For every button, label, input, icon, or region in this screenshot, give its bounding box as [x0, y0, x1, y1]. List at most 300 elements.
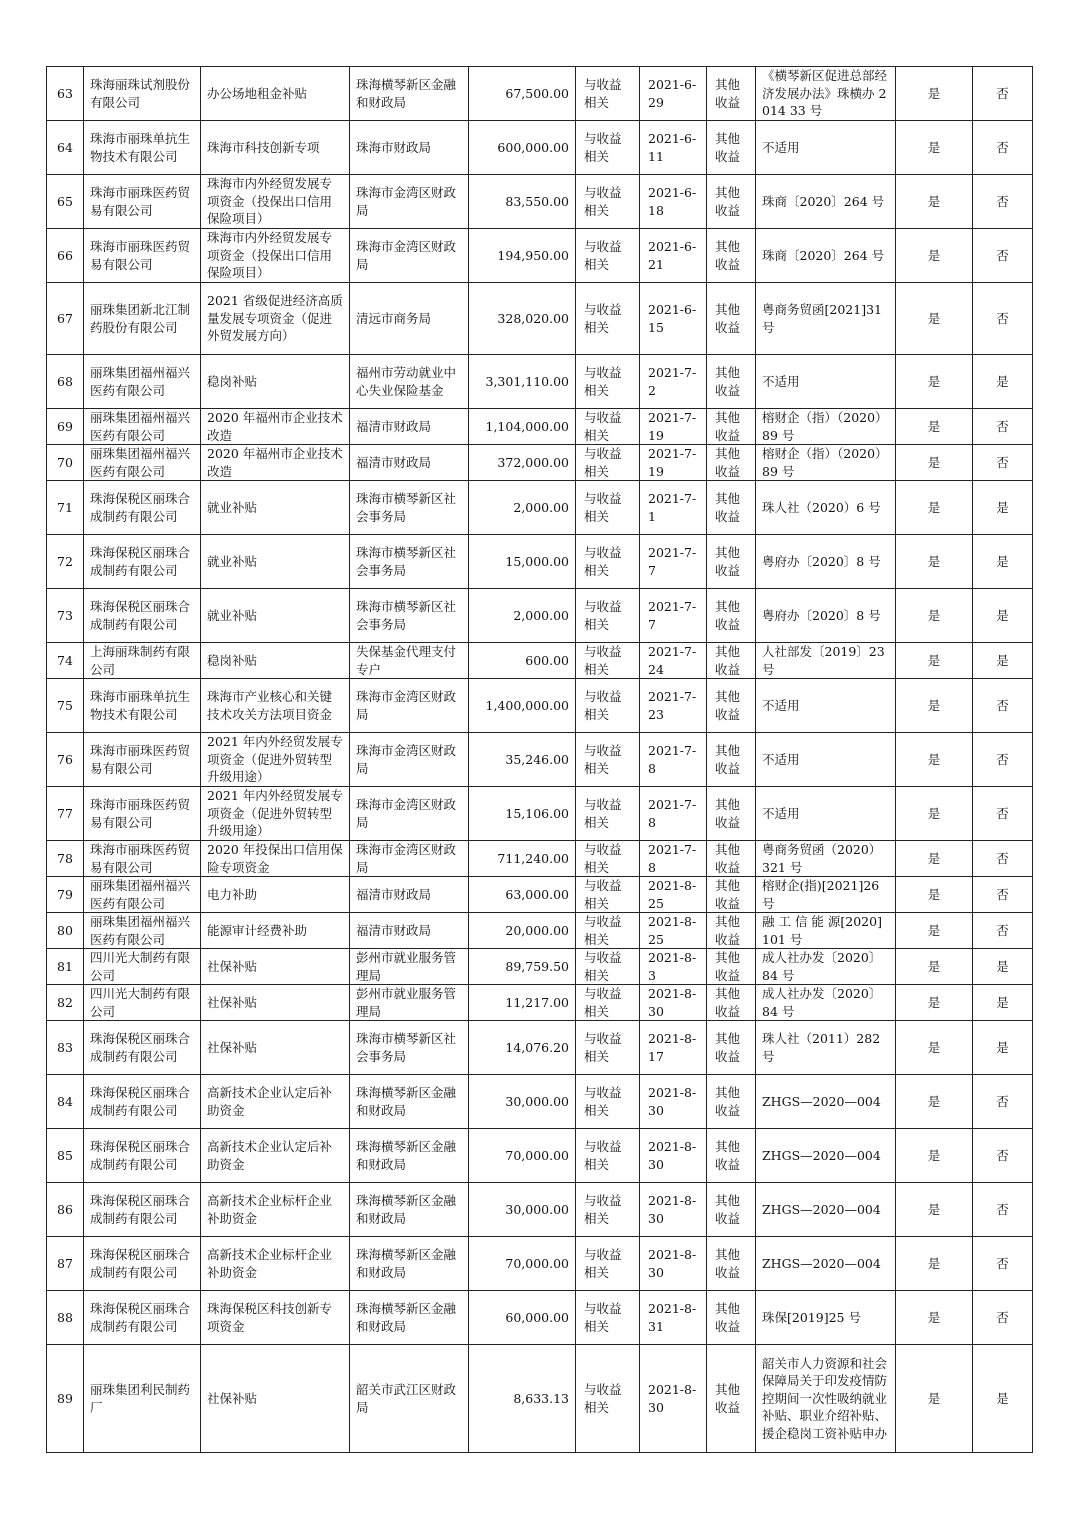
- date-cell: 2021-8-30: [640, 1345, 707, 1453]
- basis-document-cell: 粤府办〔2020〕8 号: [756, 535, 896, 589]
- recurring-flag-cell: 是: [896, 1183, 973, 1237]
- special-flag-cell: 否: [973, 1075, 1033, 1129]
- row-number-cell: 75: [47, 679, 84, 733]
- amount-cell: 1,400,000.00: [469, 679, 576, 733]
- account-item-cell: 其他收益: [707, 409, 756, 445]
- row-number-cell: 77: [47, 787, 84, 841]
- date-cell: 2021-6-18: [640, 175, 707, 229]
- account-item-cell: 其他收益: [707, 121, 756, 175]
- table-row: [47, 589, 1033, 643]
- project-name-cell: 就业补贴: [201, 589, 350, 643]
- subsidy-type-cell: 与收益相关: [576, 1129, 640, 1183]
- row-number-cell: 69: [47, 409, 84, 445]
- special-flag-cell: 是: [973, 535, 1033, 589]
- company-name-cell: 珠海保税区丽珠合成制药有限公司: [84, 1237, 201, 1291]
- date-cell: 2021-7-19: [640, 409, 707, 445]
- table-row: [47, 1075, 1033, 1129]
- payer-name-cell: 福清市财政局: [350, 445, 469, 481]
- account-item-cell: 其他收益: [707, 481, 756, 535]
- amount-cell: 11,217.00: [469, 985, 576, 1021]
- company-name-cell: 珠海保税区丽珠合成制药有限公司: [84, 1183, 201, 1237]
- company-name-cell: 珠海市丽珠单抗生物技术有限公司: [84, 121, 201, 175]
- amount-cell: 14,076.20: [469, 1021, 576, 1075]
- project-name-cell: 能源审计经费补助: [201, 913, 350, 949]
- special-flag-cell: 是: [973, 355, 1033, 409]
- company-name-cell: 丽珠集团福州福兴医药有限公司: [84, 355, 201, 409]
- recurring-flag-cell: 是: [896, 283, 973, 355]
- date-cell: 2021-8-25: [640, 913, 707, 949]
- subsidy-type-cell: 与收益相关: [576, 643, 640, 679]
- date-cell: 2021-7-7: [640, 589, 707, 643]
- project-name-cell: 2021 年内外经贸发展专项资金（促进外贸转型升级用途）: [201, 787, 350, 841]
- table-row: [47, 445, 1033, 481]
- recurring-flag-cell: 是: [896, 535, 973, 589]
- date-cell: 2021-8-25: [640, 877, 707, 913]
- amount-cell: 35,246.00: [469, 733, 576, 787]
- row-number-cell: 83: [47, 1021, 84, 1075]
- date-cell: 2021-6-21: [640, 229, 707, 283]
- project-name-cell: 社保补贴: [201, 985, 350, 1021]
- basis-document-cell: ZHGS—2020—004: [756, 1129, 896, 1183]
- basis-document-cell: 榕财企（指）（2020）89 号: [756, 409, 896, 445]
- payer-name-cell: 福清市财政局: [350, 409, 469, 445]
- special-flag-cell: 否: [973, 409, 1033, 445]
- payer-name-cell: 彭州市就业服务管理局: [350, 985, 469, 1021]
- row-number-cell: 72: [47, 535, 84, 589]
- recurring-flag-cell: 是: [896, 229, 973, 283]
- date-cell: 2021-7-23: [640, 679, 707, 733]
- account-item-cell: 其他收益: [707, 679, 756, 733]
- date-cell: 2021-7-19: [640, 445, 707, 481]
- company-name-cell: 珠海保税区丽珠合成制药有限公司: [84, 1021, 201, 1075]
- date-cell: 2021-7-24: [640, 643, 707, 679]
- subsidy-type-cell: 与收益相关: [576, 733, 640, 787]
- basis-document-cell: 榕财企(指)[2021]26 号: [756, 877, 896, 913]
- row-number-cell: 79: [47, 877, 84, 913]
- table-row: [47, 1129, 1033, 1183]
- table-row: [47, 1183, 1033, 1237]
- special-flag-cell: 否: [973, 841, 1033, 877]
- payer-name-cell: 失保基金代理支付专户: [350, 643, 469, 679]
- recurring-flag-cell: 是: [896, 877, 973, 913]
- payer-name-cell: 珠海市金湾区财政局: [350, 733, 469, 787]
- amount-cell: 328,020.00: [469, 283, 576, 355]
- amount-cell: 600,000.00: [469, 121, 576, 175]
- recurring-flag-cell: 是: [896, 1075, 973, 1129]
- subsidy-type-cell: 与收益相关: [576, 679, 640, 733]
- recurring-flag-cell: 是: [896, 481, 973, 535]
- company-name-cell: 丽珠集团福州福兴医药有限公司: [84, 445, 201, 481]
- date-cell: 2021-6-29: [640, 67, 707, 121]
- recurring-flag-cell: 是: [896, 949, 973, 985]
- amount-cell: 89,759.50: [469, 949, 576, 985]
- payer-name-cell: 珠海横琴新区金融和财政局: [350, 1183, 469, 1237]
- account-item-cell: 其他收益: [707, 913, 756, 949]
- subsidy-type-cell: 与收益相关: [576, 355, 640, 409]
- recurring-flag-cell: 是: [896, 175, 973, 229]
- special-flag-cell: 否: [973, 445, 1033, 481]
- table-row: [47, 787, 1033, 841]
- special-flag-cell: 否: [973, 733, 1033, 787]
- date-cell: 2021-8-17: [640, 1021, 707, 1075]
- subsidy-type-cell: 与收益相关: [576, 985, 640, 1021]
- date-cell: 2021-8-30: [640, 1183, 707, 1237]
- payer-name-cell: 福州市劳动就业中心失业保险基金: [350, 355, 469, 409]
- table-row: [47, 121, 1033, 175]
- account-item-cell: 其他收益: [707, 355, 756, 409]
- account-item-cell: 其他收益: [707, 67, 756, 121]
- project-name-cell: 社保补贴: [201, 1345, 350, 1453]
- row-number-cell: 78: [47, 841, 84, 877]
- date-cell: 2021-6-15: [640, 283, 707, 355]
- date-cell: 2021-7-7: [640, 535, 707, 589]
- table-row: [47, 1345, 1033, 1453]
- special-flag-cell: 否: [973, 121, 1033, 175]
- date-cell: 2021-7-1: [640, 481, 707, 535]
- project-name-cell: 就业补贴: [201, 481, 350, 535]
- account-item-cell: 其他收益: [707, 1075, 756, 1129]
- basis-document-cell: ZHGS—2020—004: [756, 1183, 896, 1237]
- table-row: [47, 1021, 1033, 1075]
- subsidy-type-cell: 与收益相关: [576, 229, 640, 283]
- project-name-cell: 电力补助: [201, 877, 350, 913]
- row-number-cell: 89: [47, 1345, 84, 1453]
- project-name-cell: 珠海保税区科技创新专项资金: [201, 1291, 350, 1345]
- recurring-flag-cell: 是: [896, 787, 973, 841]
- company-name-cell: 丽珠集团福州福兴医药有限公司: [84, 409, 201, 445]
- table-row: [47, 535, 1033, 589]
- table-row: [47, 355, 1033, 409]
- special-flag-cell: 否: [973, 1237, 1033, 1291]
- subsidy-type-cell: 与收益相关: [576, 445, 640, 481]
- subsidy-table: [46, 66, 1033, 1453]
- project-name-cell: 高新技术企业认定后补助资金: [201, 1129, 350, 1183]
- table-row: [47, 1237, 1033, 1291]
- account-item-cell: 其他收益: [707, 175, 756, 229]
- project-name-cell: 稳岗补贴: [201, 643, 350, 679]
- date-cell: 2021-8-30: [640, 1237, 707, 1291]
- recurring-flag-cell: 是: [896, 1345, 973, 1453]
- payer-name-cell: 珠海横琴新区金融和财政局: [350, 1291, 469, 1345]
- date-cell: 2021-8-30: [640, 985, 707, 1021]
- recurring-flag-cell: 是: [896, 841, 973, 877]
- special-flag-cell: 否: [973, 679, 1033, 733]
- recurring-flag-cell: 是: [896, 1237, 973, 1291]
- account-item-cell: 其他收益: [707, 229, 756, 283]
- table-row: [47, 679, 1033, 733]
- project-name-cell: 2020 年投保出口信用保险专项资金: [201, 841, 350, 877]
- special-flag-cell: 否: [973, 787, 1033, 841]
- special-flag-cell: 否: [973, 877, 1033, 913]
- project-name-cell: 珠海市内外经贸发展专项资金（投保出口信用保险项目）: [201, 175, 350, 229]
- table-row: [47, 841, 1033, 877]
- date-cell: 2021-8-30: [640, 1075, 707, 1129]
- subsidy-type-cell: 与收益相关: [576, 121, 640, 175]
- recurring-flag-cell: 是: [896, 679, 973, 733]
- subsidy-type-cell: 与收益相关: [576, 1345, 640, 1453]
- company-name-cell: 珠海保税区丽珠合成制药有限公司: [84, 1291, 201, 1345]
- company-name-cell: 丽珠集团利民制药厂: [84, 1345, 201, 1453]
- row-number-cell: 65: [47, 175, 84, 229]
- amount-cell: 2,000.00: [469, 481, 576, 535]
- row-number-cell: 87: [47, 1237, 84, 1291]
- company-name-cell: 丽珠集团福州福兴医药有限公司: [84, 877, 201, 913]
- payer-name-cell: 珠海市财政局: [350, 121, 469, 175]
- row-number-cell: 80: [47, 913, 84, 949]
- subsidy-type-cell: 与收益相关: [576, 841, 640, 877]
- row-number-cell: 86: [47, 1183, 84, 1237]
- row-number-cell: 63: [47, 67, 84, 121]
- table-row: [47, 175, 1033, 229]
- account-item-cell: 其他收益: [707, 445, 756, 481]
- account-item-cell: 其他收益: [707, 589, 756, 643]
- amount-cell: 600.00: [469, 643, 576, 679]
- basis-document-cell: 不适用: [756, 121, 896, 175]
- company-name-cell: 珠海市丽珠医药贸易有限公司: [84, 229, 201, 283]
- company-name-cell: 珠海市丽珠医药贸易有限公司: [84, 175, 201, 229]
- amount-cell: 15,000.00: [469, 535, 576, 589]
- table-row: [47, 643, 1033, 679]
- row-number-cell: 76: [47, 733, 84, 787]
- project-name-cell: 稳岗补贴: [201, 355, 350, 409]
- special-flag-cell: 否: [973, 1129, 1033, 1183]
- special-flag-cell: 是: [973, 949, 1033, 985]
- recurring-flag-cell: 是: [896, 733, 973, 787]
- special-flag-cell: 否: [973, 67, 1033, 121]
- account-item-cell: 其他收益: [707, 1291, 756, 1345]
- table-row: [47, 913, 1033, 949]
- basis-document-cell: ZHGS—2020—004: [756, 1237, 896, 1291]
- basis-document-cell: 成人社办发〔2020〕84 号: [756, 949, 896, 985]
- company-name-cell: 珠海市丽珠医药贸易有限公司: [84, 733, 201, 787]
- special-flag-cell: 否: [973, 1291, 1033, 1345]
- amount-cell: 63,000.00: [469, 877, 576, 913]
- recurring-flag-cell: 是: [896, 355, 973, 409]
- amount-cell: 83,550.00: [469, 175, 576, 229]
- basis-document-cell: 成人社办发〔2020〕84 号: [756, 985, 896, 1021]
- project-name-cell: 2020 年福州市企业技术改造: [201, 445, 350, 481]
- row-number-cell: 85: [47, 1129, 84, 1183]
- payer-name-cell: 珠海横琴新区金融和财政局: [350, 1129, 469, 1183]
- recurring-flag-cell: 是: [896, 409, 973, 445]
- basis-document-cell: 珠商〔2020〕264 号: [756, 175, 896, 229]
- table-row: [47, 877, 1033, 913]
- company-name-cell: 上海丽珠制药有限公司: [84, 643, 201, 679]
- basis-document-cell: 珠人社（2011）282 号: [756, 1021, 896, 1075]
- basis-document-cell: 不适用: [756, 787, 896, 841]
- row-number-cell: 66: [47, 229, 84, 283]
- account-item-cell: 其他收益: [707, 1237, 756, 1291]
- table-row: [47, 409, 1033, 445]
- basis-document-cell: 粤府办〔2020〕8 号: [756, 589, 896, 643]
- payer-name-cell: 珠海市金湾区财政局: [350, 787, 469, 841]
- account-item-cell: 其他收益: [707, 643, 756, 679]
- company-name-cell: 丽珠集团新北江制药股份有限公司: [84, 283, 201, 355]
- row-number-cell: 64: [47, 121, 84, 175]
- amount-cell: 2,000.00: [469, 589, 576, 643]
- basis-document-cell: 粤商务贸函[2021]31 号: [756, 283, 896, 355]
- payer-name-cell: 彭州市就业服务管理局: [350, 949, 469, 985]
- payer-name-cell: 韶关市武江区财政局: [350, 1345, 469, 1453]
- project-name-cell: 高新技术企业标杆企业补助资金: [201, 1183, 350, 1237]
- company-name-cell: 丽珠集团福州福兴医药有限公司: [84, 913, 201, 949]
- account-item-cell: 其他收益: [707, 949, 756, 985]
- company-name-cell: 珠海丽珠试剂股份有限公司: [84, 67, 201, 121]
- amount-cell: 194,950.00: [469, 229, 576, 283]
- project-name-cell: 社保补贴: [201, 1021, 350, 1075]
- recurring-flag-cell: 是: [896, 121, 973, 175]
- amount-cell: 70,000.00: [469, 1237, 576, 1291]
- amount-cell: 30,000.00: [469, 1183, 576, 1237]
- recurring-flag-cell: 是: [896, 643, 973, 679]
- special-flag-cell: 是: [973, 643, 1033, 679]
- payer-name-cell: 清远市商务局: [350, 283, 469, 355]
- special-flag-cell: 否: [973, 283, 1033, 355]
- payer-name-cell: 福清市财政局: [350, 877, 469, 913]
- recurring-flag-cell: 是: [896, 1291, 973, 1345]
- payer-name-cell: 珠海市横琴新区社会事务局: [350, 589, 469, 643]
- date-cell: 2021-7-2: [640, 355, 707, 409]
- special-flag-cell: 是: [973, 985, 1033, 1021]
- subsidy-type-cell: 与收益相关: [576, 1021, 640, 1075]
- company-name-cell: 珠海保税区丽珠合成制药有限公司: [84, 1129, 201, 1183]
- subsidy-type-cell: 与收益相关: [576, 481, 640, 535]
- subsidy-type-cell: 与收益相关: [576, 175, 640, 229]
- payer-name-cell: 珠海横琴新区金融和财政局: [350, 1075, 469, 1129]
- table-row: [47, 481, 1033, 535]
- row-number-cell: 71: [47, 481, 84, 535]
- recurring-flag-cell: 是: [896, 1129, 973, 1183]
- subsidy-type-cell: 与收益相关: [576, 1237, 640, 1291]
- account-item-cell: 其他收益: [707, 1345, 756, 1453]
- date-cell: 2021-7-8: [640, 841, 707, 877]
- date-cell: 2021-8-3: [640, 949, 707, 985]
- amount-cell: 3,301,110.00: [469, 355, 576, 409]
- payer-name-cell: 珠海横琴新区金融和财政局: [350, 1237, 469, 1291]
- payer-name-cell: 珠海市金湾区财政局: [350, 841, 469, 877]
- subsidy-type-cell: 与收益相关: [576, 1075, 640, 1129]
- payer-name-cell: 珠海市横琴新区社会事务局: [350, 481, 469, 535]
- date-cell: 2021-8-30: [640, 1129, 707, 1183]
- company-name-cell: 珠海市丽珠医药贸易有限公司: [84, 787, 201, 841]
- basis-document-cell: 粤商务贸函（2020）321 号: [756, 841, 896, 877]
- special-flag-cell: 是: [973, 589, 1033, 643]
- amount-cell: 30,000.00: [469, 1075, 576, 1129]
- project-name-cell: 高新技术企业认定后补助资金: [201, 1075, 350, 1129]
- payer-name-cell: 珠海市金湾区财政局: [350, 229, 469, 283]
- subsidy-type-cell: 与收益相关: [576, 877, 640, 913]
- recurring-flag-cell: 是: [896, 445, 973, 481]
- row-number-cell: 73: [47, 589, 84, 643]
- basis-document-cell: 不适用: [756, 355, 896, 409]
- subsidy-type-cell: 与收益相关: [576, 283, 640, 355]
- project-name-cell: 2021 省级促进经济高质量发展专项资金（促进外贸发展方向）: [201, 283, 350, 355]
- project-name-cell: 珠海市科技创新专项: [201, 121, 350, 175]
- recurring-flag-cell: 是: [896, 985, 973, 1021]
- subsidy-type-cell: 与收益相关: [576, 1291, 640, 1345]
- recurring-flag-cell: 是: [896, 1021, 973, 1075]
- row-number-cell: 84: [47, 1075, 84, 1129]
- account-item-cell: 其他收益: [707, 841, 756, 877]
- account-item-cell: 其他收益: [707, 733, 756, 787]
- table-row: [47, 283, 1033, 355]
- basis-document-cell: 融 工 信 能 源[2020]101 号: [756, 913, 896, 949]
- payer-name-cell: 珠海市金湾区财政局: [350, 175, 469, 229]
- amount-cell: 8,633.13: [469, 1345, 576, 1453]
- table-row: [47, 949, 1033, 985]
- row-number-cell: 68: [47, 355, 84, 409]
- company-name-cell: 珠海保税区丽珠合成制药有限公司: [84, 589, 201, 643]
- project-name-cell: 社保补贴: [201, 949, 350, 985]
- subsidy-type-cell: 与收益相关: [576, 1183, 640, 1237]
- amount-cell: 70,000.00: [469, 1129, 576, 1183]
- subsidy-type-cell: 与收益相关: [576, 949, 640, 985]
- payer-name-cell: 珠海市横琴新区社会事务局: [350, 535, 469, 589]
- basis-document-cell: 人社部发〔2019〕23 号: [756, 643, 896, 679]
- special-flag-cell: 是: [973, 1021, 1033, 1075]
- account-item-cell: 其他收益: [707, 1021, 756, 1075]
- special-flag-cell: 是: [973, 481, 1033, 535]
- amount-cell: 1,104,000.00: [469, 409, 576, 445]
- company-name-cell: 四川光大制药有限公司: [84, 949, 201, 985]
- company-name-cell: 珠海保税区丽珠合成制药有限公司: [84, 1075, 201, 1129]
- account-item-cell: 其他收益: [707, 283, 756, 355]
- company-name-cell: 四川光大制药有限公司: [84, 985, 201, 1021]
- row-number-cell: 82: [47, 985, 84, 1021]
- special-flag-cell: 否: [973, 1183, 1033, 1237]
- basis-document-cell: 珠保[2019]25 号: [756, 1291, 896, 1345]
- payer-name-cell: 珠海市横琴新区社会事务局: [350, 1021, 469, 1075]
- project-name-cell: 珠海市产业核心和关键技术攻关方法项目资金: [201, 679, 350, 733]
- account-item-cell: 其他收益: [707, 787, 756, 841]
- basis-document-cell: 珠商〔2020〕264 号: [756, 229, 896, 283]
- company-name-cell: 珠海市丽珠医药贸易有限公司: [84, 841, 201, 877]
- row-number-cell: 88: [47, 1291, 84, 1345]
- account-item-cell: 其他收益: [707, 535, 756, 589]
- table-row: [47, 1291, 1033, 1345]
- subsidy-type-cell: 与收益相关: [576, 67, 640, 121]
- table-row: [47, 733, 1033, 787]
- project-name-cell: 2021 年内外经贸发展专项资金（促进外贸转型升级用途）: [201, 733, 350, 787]
- row-number-cell: 67: [47, 283, 84, 355]
- amount-cell: 15,106.00: [469, 787, 576, 841]
- payer-name-cell: 珠海市金湾区财政局: [350, 679, 469, 733]
- account-item-cell: 其他收益: [707, 985, 756, 1021]
- special-flag-cell: 是: [973, 1345, 1033, 1453]
- row-number-cell: 81: [47, 949, 84, 985]
- recurring-flag-cell: 是: [896, 913, 973, 949]
- subsidy-type-cell: 与收益相关: [576, 913, 640, 949]
- amount-cell: 60,000.00: [469, 1291, 576, 1345]
- table-row: [47, 985, 1033, 1021]
- row-number-cell: 70: [47, 445, 84, 481]
- row-number-cell: 74: [47, 643, 84, 679]
- special-flag-cell: 否: [973, 229, 1033, 283]
- project-name-cell: 高新技术企业标杆企业补助资金: [201, 1237, 350, 1291]
- account-item-cell: 其他收益: [707, 1129, 756, 1183]
- basis-document-cell: 《横琴新区促进总部经济发展办法》珠横办 2014 33 号: [756, 67, 896, 121]
- table-row: [47, 67, 1033, 121]
- subsidy-type-cell: 与收益相关: [576, 787, 640, 841]
- company-name-cell: 珠海保税区丽珠合成制药有限公司: [84, 535, 201, 589]
- amount-cell: 711,240.00: [469, 841, 576, 877]
- date-cell: 2021-8-31: [640, 1291, 707, 1345]
- subsidy-type-cell: 与收益相关: [576, 409, 640, 445]
- amount-cell: 20,000.00: [469, 913, 576, 949]
- special-flag-cell: 否: [973, 175, 1033, 229]
- subsidy-type-cell: 与收益相关: [576, 535, 640, 589]
- date-cell: 2021-6-11: [640, 121, 707, 175]
